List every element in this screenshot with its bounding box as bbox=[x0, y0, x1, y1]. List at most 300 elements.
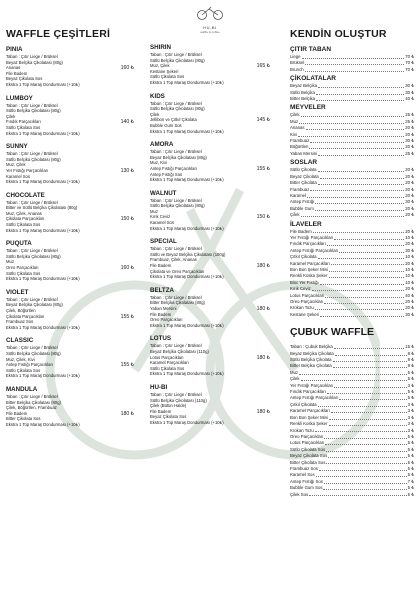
dotted-leader bbox=[316, 96, 404, 101]
menu-item-detail: Kestane Şekeri bbox=[150, 68, 179, 74]
price-row-price: 5 ₺ bbox=[407, 459, 414, 465]
dotted-leader bbox=[327, 389, 407, 394]
price-row-label: Brunch bbox=[290, 66, 304, 72]
menu-item-detail: Sütlü Çikolata Sos bbox=[6, 270, 41, 276]
price-row-price: 30 ₺ bbox=[405, 89, 414, 95]
kendin-sections bbox=[290, 46, 414, 318]
price-row-label: Lotus Parçacıkları bbox=[290, 440, 325, 446]
price-row-label: Bitter Çikolata bbox=[290, 180, 317, 186]
menu-item-name: LOTUS bbox=[150, 335, 171, 343]
menu-item-detail: Sütlü Çikolata Sos bbox=[150, 74, 185, 80]
menu-item-price: 150 ₺ bbox=[256, 214, 270, 221]
menu-item-detail: Ekstra 1 Top Maraş Dondurması (+10₺) bbox=[150, 322, 224, 328]
dotted-leader bbox=[328, 453, 406, 458]
menu-item-detail: Taban : Çıtır Liege / Brüksel bbox=[6, 248, 58, 254]
kendin-title: KENDİN OLUŞTUR bbox=[290, 28, 387, 40]
menu-item-detail: Taban : Çıtır Liege / Brüksel bbox=[150, 149, 202, 155]
price-row-label: Fındık Parçacıkları bbox=[290, 389, 326, 395]
dotted-leader bbox=[318, 180, 405, 185]
price-row-price: 7 ₺ bbox=[407, 478, 414, 484]
dotted-leader bbox=[310, 138, 404, 143]
price-row-label: Karamel Parçacıkları bbox=[290, 260, 330, 266]
price-row-price: 70 ₺ bbox=[405, 54, 414, 59]
menu-item-detail: Beyaz Çikolata Sos bbox=[6, 76, 43, 82]
menu-item-detail: Ekstra 1 Top Maraş Dondurması (+10₺) bbox=[6, 130, 80, 136]
menu-item-detail: Sütlü Çikolata Sos bbox=[6, 222, 41, 228]
dotted-leader bbox=[329, 415, 407, 420]
menu-item-detail: Sütlü Belçika Çikolatası (80g) bbox=[6, 156, 61, 162]
menu-item-detail: Taban : Çıtır Liege / Brüksel bbox=[150, 246, 202, 252]
price-row bbox=[290, 212, 414, 218]
dotted-leader bbox=[305, 60, 404, 65]
dotted-leader bbox=[329, 421, 407, 426]
menu-item-detail: Frambuaz Sos bbox=[6, 319, 34, 325]
dotted-leader bbox=[299, 370, 407, 375]
price-row-label: Antep Fıstığı Parçacıkları bbox=[290, 395, 339, 401]
menu-item-detail: Muz, Çilek bbox=[150, 63, 170, 69]
menu-item-detail: Ekstra 1 Top Maraş Dondurması (+10₺) bbox=[150, 225, 224, 231]
menu-item bbox=[6, 386, 134, 428]
brand-tagline: waffle & coffee bbox=[200, 30, 220, 34]
price-row bbox=[290, 96, 414, 102]
dotted-leader bbox=[327, 241, 404, 246]
dotted-leader bbox=[324, 434, 406, 439]
bicycle-icon bbox=[195, 6, 225, 20]
menu-item bbox=[6, 337, 134, 379]
menu-item-detail: Beyaz Belçika Çikolatası (110g) bbox=[150, 348, 209, 354]
menu-item-price: 165 ₺ bbox=[256, 63, 270, 70]
price-row-label: Beyaz Çikolata Sos bbox=[290, 453, 328, 459]
dotted-leader bbox=[334, 383, 406, 388]
menu-item bbox=[150, 287, 270, 329]
price-row-price: 5 ₺ bbox=[407, 395, 414, 401]
dotted-leader bbox=[334, 344, 405, 349]
price-row-price: 3 ₺ bbox=[407, 414, 414, 420]
waffle-list-right bbox=[150, 44, 270, 426]
menu-item-detail: File Badem bbox=[150, 311, 172, 317]
price-row bbox=[290, 67, 414, 73]
price-row-label: Çıtkıl Çikolata bbox=[290, 254, 317, 260]
price-row-price: 10 ₺ bbox=[405, 279, 414, 285]
price-row-price: 25 ₺ bbox=[405, 118, 414, 124]
menu-item-detail: Muz, Kivi bbox=[150, 160, 167, 166]
menu-item-detail: Ekstra 1 Top Maraş Dondurması (+10₺) bbox=[150, 371, 224, 377]
price-row-label: Yer Fıstığı Parçacıkları bbox=[290, 234, 334, 240]
price-row-label: Antep Fıstığı Parçacıkları bbox=[290, 247, 339, 253]
price-row-price: 20 ₺ bbox=[405, 173, 414, 179]
menu-item-detail: Karamel Parçacıkları bbox=[150, 360, 189, 366]
price-row-label: Frambuaz bbox=[290, 186, 310, 192]
price-row-price: 8 ₺ bbox=[407, 350, 414, 356]
dotted-leader bbox=[333, 357, 407, 362]
section-title: İLAVELER bbox=[290, 220, 322, 228]
menu-item-detail: Bubble Gum Sos bbox=[150, 122, 182, 128]
price-row-label: Muz bbox=[290, 369, 299, 375]
menu-item-detail: Karamel Sos bbox=[150, 220, 174, 226]
menu-item-detail: Bitter Belçika Çikolatası (80g) bbox=[6, 399, 61, 405]
price-row-price: 20 ₺ bbox=[405, 241, 414, 247]
menu-item-detail: Beyaz Çikolata Sos bbox=[150, 414, 187, 420]
menu-item-detail: Sütlü Çikolata Sos bbox=[150, 365, 185, 371]
menu-item-price: 150 ₺ bbox=[120, 216, 134, 223]
menu-item-detail: Taban : Çıtır Liege / Brüksel bbox=[6, 54, 58, 59]
menu-item-detail: Sütlü Belçika Çikolatası (80g) bbox=[150, 57, 205, 63]
dotted-leader bbox=[298, 132, 404, 137]
menu-item-detail: Çilek bbox=[6, 113, 16, 119]
menu-item-name: SUNNY bbox=[6, 143, 28, 151]
menu-item-name: CLASSIC bbox=[6, 337, 34, 345]
price-row-label: Bitter Belçika bbox=[290, 96, 316, 102]
menu-item-detail: Sütlü ve Beyaz Belçika Çikolatası (100g) bbox=[150, 251, 226, 257]
dotted-leader bbox=[302, 54, 405, 59]
price-row-label: Brüksel bbox=[290, 60, 305, 66]
menu-item bbox=[6, 95, 134, 137]
price-row-price: 3 ₺ bbox=[407, 382, 414, 388]
section-title: ÇITIR TABAN bbox=[290, 46, 332, 53]
price-row-label: Beyaz Belçika bbox=[290, 83, 317, 89]
price-row-label: Oreo Parçacıkları bbox=[290, 433, 324, 439]
dotted-leader bbox=[325, 293, 404, 298]
price-row-price: 20 ₺ bbox=[405, 260, 414, 266]
menu-item-detail: Sütlü Belçika Çikolatası (80g) bbox=[150, 106, 205, 112]
price-row-label: Bon Bon Şeker Mini bbox=[290, 414, 328, 420]
dotted-leader bbox=[320, 280, 405, 285]
price-row-label: Sütlü Çikolata bbox=[290, 167, 317, 173]
menu-item-detail: Taban : Çıtır Liege / Brüksel bbox=[6, 102, 58, 108]
menu-item-detail: Çilek, Böğürtlen, Frambuaz bbox=[6, 405, 57, 411]
price-row-price: 3 ₺ bbox=[407, 408, 414, 414]
menu-item bbox=[150, 335, 270, 377]
menu-item-detail: Çikolata Parçacıkları bbox=[6, 216, 45, 222]
price-row-label: Antep Fıstığı Sos bbox=[290, 478, 323, 484]
price-row-price: 5 ₺ bbox=[407, 485, 414, 491]
price-row-label: Çilek bbox=[290, 212, 300, 218]
menu-item-detail: Sütlü Belçika Çikolatası (110g) bbox=[150, 397, 207, 403]
menu-item-detail: Jellibon ve Çıtkıl Çikolata bbox=[150, 117, 197, 123]
price-row-label: Krokan Tozu bbox=[290, 427, 314, 433]
price-row-price: 15 ₺ bbox=[405, 344, 414, 350]
price-row-label: Oreo Parçacıkları bbox=[290, 299, 324, 304]
menu-item-name: AMORA bbox=[150, 141, 174, 149]
dotted-leader bbox=[331, 408, 407, 413]
menu-item-price: 130 ₺ bbox=[120, 167, 134, 174]
dotted-leader bbox=[312, 286, 405, 291]
menu-item-detail: Sütlü Çikolata Sos bbox=[6, 124, 41, 130]
menu-item-name: CHOCOLATE bbox=[6, 191, 45, 199]
price-row-label: Yer Fıstığı Parçacıkları bbox=[290, 382, 334, 388]
price-row-label: Kivi bbox=[290, 131, 297, 137]
dotted-leader bbox=[313, 229, 405, 234]
dotted-leader bbox=[339, 395, 406, 400]
price-row-label: Renkli Koska Şeker bbox=[290, 273, 328, 279]
menu-item-price: 160 ₺ bbox=[120, 265, 134, 272]
price-row-price: 20 ₺ bbox=[405, 180, 414, 186]
dotted-leader bbox=[316, 472, 407, 477]
menu-item-detail: Taban : Çıtır Liege / Brüksel bbox=[150, 52, 202, 57]
price-row-label: Muz bbox=[290, 118, 299, 124]
price-row-price: 5 ₺ bbox=[407, 491, 414, 497]
menu-item-detail: Beyaz Belçika Çikolatası (80g) bbox=[6, 302, 63, 308]
menu-item-detail: Çikolata ve Oreo Parçacıkları bbox=[150, 268, 205, 274]
menu-item-price: 160 ₺ bbox=[120, 65, 134, 72]
price-row-price: 5 ₺ bbox=[407, 446, 414, 452]
dotted-leader bbox=[335, 351, 407, 356]
price-row-price: 3 ₺ bbox=[407, 427, 414, 433]
price-row-label: Karamel Parçacıkları bbox=[290, 408, 330, 414]
menu-item-detail: Muz, Çilek, Ananas bbox=[6, 210, 42, 216]
menu-item-detail: Taban : Çıtır Liege / Brüksel bbox=[150, 100, 202, 106]
price-row-price: 5 ₺ bbox=[407, 369, 414, 375]
menu-item-detail: Antep Fıstığı Parçacıkları bbox=[6, 362, 54, 368]
price-row-label: Beyaz Belçika Çikolata bbox=[290, 350, 334, 356]
menu-item-detail: Çikolata Parçacıkları bbox=[6, 313, 45, 319]
menu-item-name: VIOLET bbox=[6, 288, 29, 296]
menu-item bbox=[150, 190, 270, 232]
menu-item-detail: Frambuaz, Çilek, Ananas bbox=[150, 257, 197, 263]
menu-item-detail: Beyaz Belçika Çikolatası (80g) bbox=[6, 59, 63, 65]
price-row-price: 30 ₺ bbox=[405, 199, 414, 205]
menu-item-detail: Ekstra 1 Top Maraş Dondurması (+10₺) bbox=[6, 324, 80, 330]
price-row-price: 20 ₺ bbox=[405, 131, 414, 137]
menu-item-name: SHIRIN bbox=[150, 44, 171, 51]
menu-item-price: 180 ₺ bbox=[256, 306, 270, 312]
menu-item-price: 180 ₺ bbox=[120, 410, 134, 417]
menu-item-name: MANDULA bbox=[6, 385, 38, 393]
dotted-leader bbox=[325, 440, 406, 445]
price-row-price: 20 ₺ bbox=[405, 212, 414, 218]
price-row-price: 70 ₺ bbox=[405, 66, 414, 72]
menu-item-detail: Taban : Çıtır Liege / Brüksel bbox=[6, 296, 58, 302]
waffle-column-left bbox=[6, 28, 134, 435]
menu-item-price: 180 ₺ bbox=[256, 354, 270, 361]
menu-item-detail: Ekstra 1 Top Maraş Dondurması (+10₺) bbox=[6, 81, 80, 87]
dotted-leader bbox=[315, 206, 404, 211]
menu-item-detail: Çilek (Bütün Halde) bbox=[150, 403, 187, 409]
price-row-label: Çilek bbox=[290, 376, 300, 382]
price-row-label: Çilek Sos bbox=[290, 491, 309, 497]
kendin-column bbox=[290, 28, 414, 498]
waffle-title: WAFFLE ÇEŞİTLERİ bbox=[6, 28, 111, 40]
dotted-leader bbox=[310, 187, 404, 192]
menu-item-detail: Antep Fıstığı Parçacıkları bbox=[150, 165, 198, 171]
menu-item-name: WALNUT bbox=[150, 189, 177, 197]
price-row-price: 20 ₺ bbox=[405, 286, 414, 292]
price-row-price: 10 ₺ bbox=[405, 254, 414, 260]
menu-item-detail: Ekstra 1 Top Maraş Dondurması (+10₺) bbox=[150, 177, 224, 183]
menu-item bbox=[150, 93, 270, 135]
price-row-label: Lotus Parçacıkları bbox=[290, 292, 325, 298]
menu-item-detail: Oreo Parçacıkları bbox=[6, 265, 39, 271]
brand-name: HU-BI bbox=[203, 25, 217, 30]
price-row-price: 3 ₺ bbox=[407, 421, 414, 427]
price-row-label: Çıtkıl Çikolata bbox=[290, 401, 317, 407]
menu-item-detail: Kırık Ceviz bbox=[150, 214, 171, 220]
price-row-label: Karamel Sos bbox=[290, 472, 315, 478]
menu-item-detail: Ekstra 1 Top Maraş Dondurması (+10₺) bbox=[6, 227, 80, 233]
price-row bbox=[290, 151, 414, 157]
price-row-label: File Badem bbox=[290, 228, 312, 234]
menu-item-detail: Ekstra 1 Top Maraş Dondurması (+10₺) bbox=[150, 419, 224, 425]
dotted-leader bbox=[326, 460, 406, 465]
menu-item-name: KIDS bbox=[150, 92, 165, 100]
price-row-price: 30 ₺ bbox=[405, 311, 414, 317]
price-row-label: Frambuaz bbox=[290, 138, 310, 144]
menu-item-detail: Taban : Çıtır Liege / Brüksel bbox=[6, 393, 58, 399]
dotted-leader bbox=[318, 151, 404, 156]
price-row-label: Sütlü Belçika Çikolata bbox=[290, 357, 332, 363]
price-row-price: 5 ₺ bbox=[407, 376, 414, 382]
price-row-label: Çilek bbox=[290, 112, 300, 118]
price-row-label: Sütlü Çikolata Sos bbox=[290, 446, 326, 452]
menu-item-detail: Fındık Parçacıkları bbox=[6, 119, 41, 125]
dotted-leader bbox=[318, 254, 405, 259]
menu-item-name: SPECIAL bbox=[150, 238, 177, 246]
dotted-leader bbox=[309, 144, 404, 149]
menu-item-detail: Karamel Sos bbox=[6, 173, 30, 179]
price-row-price: 5 ₺ bbox=[407, 440, 414, 446]
menu-item-detail: Oreo Parçacıkları bbox=[150, 317, 183, 323]
price-row-price: 20 ₺ bbox=[405, 192, 414, 198]
menu-item-detail: Sütlü Belçika Çikolatası (80g) bbox=[6, 253, 61, 259]
menu-item-price: 140 ₺ bbox=[120, 119, 134, 126]
dotted-leader bbox=[324, 479, 407, 484]
price-row-label: Bitter Belçika Çikolata bbox=[290, 363, 332, 369]
menu-item bbox=[6, 143, 134, 185]
menu-item-name: PINIA bbox=[6, 46, 23, 53]
price-row-price: 25 ₺ bbox=[405, 112, 414, 118]
price-row-price: 10 ₺ bbox=[405, 266, 414, 272]
dotted-leader bbox=[318, 83, 404, 88]
dotted-leader bbox=[301, 376, 407, 381]
dotted-leader bbox=[305, 67, 405, 72]
price-row-price: 30 ₺ bbox=[405, 83, 414, 89]
brand-logo bbox=[188, 6, 232, 34]
menu-item bbox=[6, 192, 134, 234]
menu-item bbox=[150, 141, 270, 183]
dotted-leader bbox=[316, 90, 404, 95]
price-row-price: 8 ₺ bbox=[407, 363, 414, 369]
price-row-price: 5 ₺ bbox=[407, 389, 414, 395]
price-row-label: Frambuaz Sos bbox=[290, 465, 318, 471]
dotted-leader bbox=[339, 248, 404, 253]
price-row-label: Karamel bbox=[290, 192, 307, 198]
menu-item-detail: Ananas bbox=[6, 65, 21, 71]
dotted-leader bbox=[318, 167, 405, 172]
menu-item-detail: Taban : Çıtır Liege / Brüksel bbox=[150, 343, 202, 349]
menu-item-price: 180 ₺ bbox=[256, 408, 270, 415]
price-row-label: Renkli Koska Şeker bbox=[290, 421, 328, 427]
menu-item-detail: Taban : Çıtır Liege / Brüksel bbox=[150, 391, 202, 397]
menu-item-detail: File Badem bbox=[6, 70, 28, 76]
dotted-leader bbox=[326, 447, 407, 452]
menu-item-detail: Taban : Çıtır Liege / Brüksel bbox=[6, 345, 58, 351]
dotted-leader bbox=[315, 305, 404, 310]
dotted-leader bbox=[318, 402, 407, 407]
price-row-price: 5 ₺ bbox=[407, 433, 414, 439]
menu-item-detail: Ekstra 1 Top Maraş Dondurması (+10₺) bbox=[150, 274, 224, 280]
dotted-leader bbox=[306, 125, 405, 130]
price-row-label: Böğürtlen bbox=[290, 144, 309, 150]
price-row-label: Bisc Yer Fıstığı bbox=[290, 279, 319, 285]
dotted-leader bbox=[331, 261, 404, 266]
menu-item-detail: Bitter Belçika Çikolatası (80g) bbox=[150, 300, 205, 306]
menu-item-detail: Taban : Çıtır Liege / Brüksel bbox=[150, 197, 202, 203]
menu-item-name: BELTZA bbox=[150, 286, 174, 294]
price-row-price: 8 ₺ bbox=[407, 357, 414, 363]
menu-item-detail: Muz bbox=[6, 259, 14, 265]
menu-item-detail: Ekstra 1 Top Maraş Dondurması (+10₺) bbox=[150, 79, 224, 85]
dotted-leader bbox=[301, 112, 405, 117]
menu-item-detail: Muz, Çilek, Kivi bbox=[6, 356, 35, 362]
dotted-leader bbox=[329, 273, 405, 278]
dotted-leader bbox=[320, 174, 405, 179]
menu-item-detail: Ekstra 1 Top Maraş Dondurması (+10₺) bbox=[150, 128, 224, 134]
menu-item bbox=[150, 44, 270, 86]
menu-item-detail: Taban : Çıtır Liege / Brüksel bbox=[6, 199, 58, 205]
price-row-price: 20 ₺ bbox=[405, 228, 414, 234]
waffle-list-left bbox=[6, 46, 134, 428]
menu-item-detail: File Badem bbox=[150, 263, 172, 269]
menu-item-detail: Sütlü Çikolata Sos bbox=[6, 367, 41, 373]
price-row bbox=[290, 492, 414, 498]
price-row-price: 20 ₺ bbox=[405, 144, 414, 150]
price-row-price: 30 ₺ bbox=[405, 247, 414, 253]
price-row-label: Krokan Tozu bbox=[290, 305, 314, 311]
price-row-label: Sütlü Belçika bbox=[290, 89, 315, 95]
price-row-price: 20 ₺ bbox=[405, 167, 414, 173]
price-row-price: 40 ₺ bbox=[405, 292, 414, 298]
price-row-price: 20 ₺ bbox=[405, 186, 414, 192]
menu-item-name: HU-BI bbox=[150, 383, 168, 391]
price-row-price: 20 ₺ bbox=[405, 299, 414, 304]
price-row-label: Ananas bbox=[290, 125, 305, 131]
menu-item bbox=[150, 238, 270, 280]
menu-item-price: 145 ₺ bbox=[256, 117, 270, 124]
menu-item-detail: Çilek, Böğürtlen bbox=[6, 308, 36, 313]
price-row-label: Bitter Çikolata Sos bbox=[290, 459, 326, 465]
price-row-label: Kestane Şekeri bbox=[290, 311, 320, 317]
menu-item bbox=[6, 240, 134, 282]
menu-item-detail: Ekstra 1 Top Maraş Dondurması (+10₺) bbox=[6, 179, 80, 185]
price-row bbox=[290, 312, 414, 318]
menu-item-detail: Bitter Çikolata Sos bbox=[6, 416, 41, 422]
dotted-leader bbox=[323, 485, 406, 490]
price-row-label: Fındık Parçacıkları bbox=[290, 241, 326, 247]
dotted-leader bbox=[301, 212, 405, 217]
price-row-price: 20 ₺ bbox=[405, 125, 414, 131]
menu-item-detail: Ekstra 1 Top Maraş Dondurması (+10₺) bbox=[6, 373, 80, 379]
menu-item-detail: File Badem bbox=[6, 410, 28, 416]
cubuk-title: ÇUBUK WAFFLE bbox=[290, 326, 374, 339]
price-row-price: 5 ₺ bbox=[407, 472, 414, 478]
menu-item bbox=[6, 289, 134, 331]
dotted-leader bbox=[333, 363, 407, 368]
price-row-label: Liege bbox=[290, 54, 301, 59]
dotted-leader bbox=[319, 466, 407, 471]
menu-item-name: LUMBOY bbox=[6, 94, 33, 102]
price-row-price: 70 ₺ bbox=[405, 60, 414, 66]
menu-item-detail: Çilek bbox=[150, 111, 160, 117]
menu-item-detail: Bitter ve Sütlü Belçika Çikolatası (80g) bbox=[6, 205, 78, 211]
price-row-price: 40 ₺ bbox=[405, 96, 414, 102]
price-row-label: Yaban Mersini bbox=[290, 150, 318, 156]
menu-item-detail: Beyaz Belçika Çikolatası (80g) bbox=[150, 154, 207, 160]
price-row-price: 20 ₺ bbox=[405, 305, 414, 311]
price-row-price: 20 ₺ bbox=[405, 205, 414, 211]
price-row-price: 10 ₺ bbox=[405, 273, 414, 279]
menu-item-detail: Taban : Çıtır Liege / Brüksel bbox=[6, 151, 58, 157]
price-row-label: Bubble Gum Sos bbox=[290, 485, 323, 491]
